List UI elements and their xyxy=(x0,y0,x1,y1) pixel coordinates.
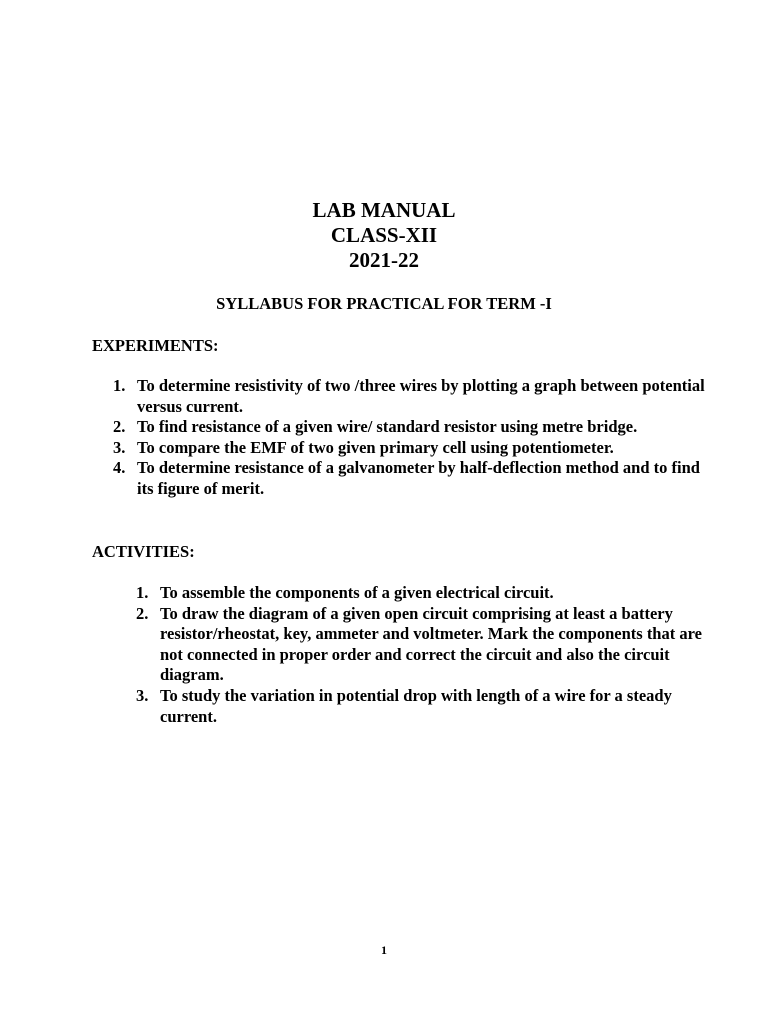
experiments-heading: EXPERIMENTS: xyxy=(92,336,219,355)
item-text: To determine resistivity of two /three wires by plotting a graph between potential versus current. xyxy=(137,376,705,416)
item-number: 4. xyxy=(113,458,126,478)
item-number: 2. xyxy=(113,417,126,437)
experiments-list xyxy=(113,376,713,500)
item-text: To study the variation in potential drop with length of a wire for a steady current. xyxy=(160,685,672,726)
title-class: CLASS-XII xyxy=(330,223,438,247)
list-item xyxy=(113,438,713,459)
item-number: 1. xyxy=(136,583,149,602)
page-number: 1 xyxy=(381,943,387,957)
item-text: To determine resistance of a galvanometer by half-deflection method and to find its figure of merit. xyxy=(137,458,700,498)
list-item xyxy=(136,583,716,604)
activities-list xyxy=(136,583,716,727)
list-item xyxy=(113,417,713,438)
list-item xyxy=(136,686,716,727)
item-number: 3. xyxy=(113,437,126,457)
list-item xyxy=(113,458,713,499)
list-item xyxy=(136,604,716,686)
list-item xyxy=(113,376,713,417)
item-number: 2. xyxy=(136,603,149,623)
document-title-block xyxy=(0,198,768,273)
item-number: 1. xyxy=(113,376,126,395)
activities-heading: ACTIVITIES: xyxy=(92,542,195,561)
title-year: 2021-22 xyxy=(349,248,419,272)
item-number: 3. xyxy=(136,685,149,705)
title-lab-manual: LAB MANUAL xyxy=(312,198,456,222)
item-text: To compare the EMF of two given primary cell using potentiometer. xyxy=(137,437,614,457)
item-text: To draw the diagram of a given open circuit comprising at least a battery resistor/rheostat, key, ammeter and voltmeter. Mark the components that are not connected in proper order and correct the circuit and also the circuit diagram. xyxy=(160,603,702,685)
item-text: To find resistance of a given wire/ standard resistor using metre bridge. xyxy=(137,417,638,437)
item-text: To assemble the components of a given electrical circuit. xyxy=(160,583,554,602)
syllabus-subtitle: SYLLABUS FOR PRACTICAL FOR TERM -I xyxy=(216,294,552,313)
